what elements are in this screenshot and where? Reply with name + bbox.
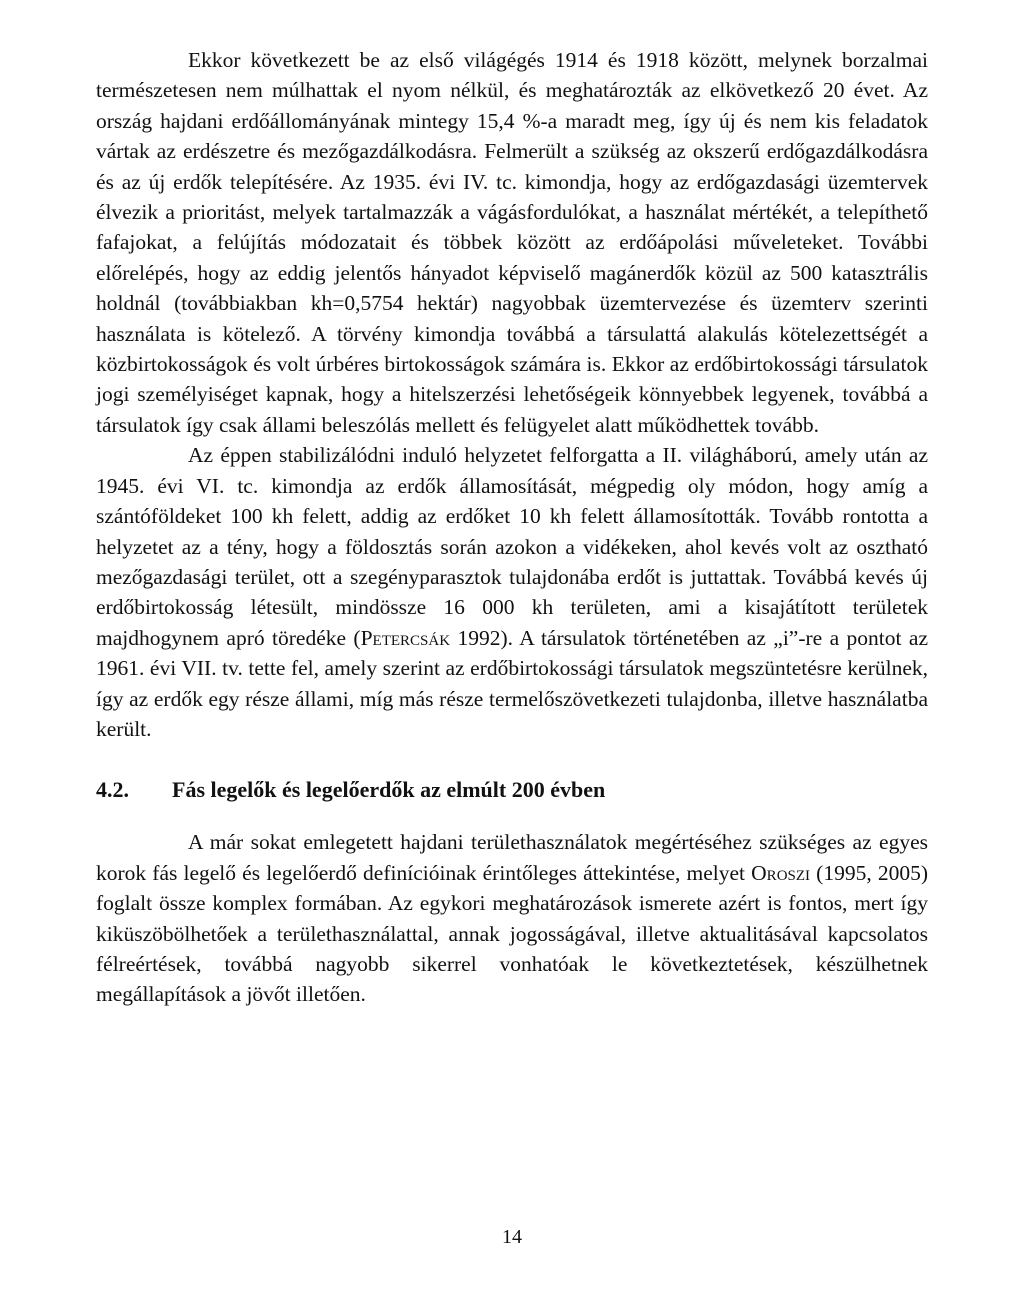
paragraph-text-after-citation: 1992). A társulatok történetében az „i”-re a pontot az 1961. évi VII. tv. tette fel, amely szerint az erdőbirtokossági társulatok megszüntetésre kerülnek, így az erdők egy része állami, míg más része termelőszövetkezeti tulajdonba, illetve használatba került. xyxy=(96,625,928,741)
paragraph-wood-pasture-definitions xyxy=(96,827,928,1009)
citation-author-oroszi: Oroszi xyxy=(751,860,811,885)
paragraph-wwi-forestry: Ekkor következett be az első világégés 1914 és 1918 között, melynek borzalmai természetesen nem múlhattak el nyom nélkül, és meghatározták az elkövetkező 20 évet. Az ország hajdani erdőállományának mintegy 15,4 %-a maradt meg, így új és nem kis feladatok vártak az erdészetre és mezőgazdálkodásra. Felmerült a szükség az okszerű erdőgazdálkodásra és az új erdők telepítésére. Az 1935. évi IV. tc. kimondja, hogy az erdőgazdasági üzemtervek élvezik a prioritást, melyek tartalmazzák a vágásfordulókat, a használat mértékét, a telepíthető fafajokat, a felújítás módozatait és többek között az erdőápolási műveleteket. További előrelépés, hogy az eddig jelentős hányadot képviselő magánerdők közül az 500 katasztrális holdnál (továbbiakban kh=0,5754 hektár) nagyobbak üzemtervezése és üzemterv szerinti használata is kötelező. A törvény kimondja továbbá a társulattá alakulás kötelezettségét a közbirtokosságok és volt úrbéres birtokosságok számára is. Ekkor az erdőbirtokossági társulatok jogi személyiséget kapnak, hogy a hitelszerzési lehetőségeik könnyebbek legyenek, továbbá a társulatok így csak állami beleszólás mellett és felügyelet alatt működhettek tovább. xyxy=(96,48,928,437)
paragraph-text-after-citation: (1995, 2005) foglalt össze komplex formában. Az egykori meghatározások ismerete azért is fontos, mert így kiküszöbölhetőek a területhasználattal, annak jogosságával, illetve aktualitásával kapcsolatos félreértések, továbbá nagyobb sikerrel vonhatóak le következtetések, készülhetnek megállapítások a jövőt illetően. xyxy=(96,860,928,1007)
section-heading xyxy=(96,775,928,805)
document-page xyxy=(96,45,928,1010)
paragraph-text-before-citation: A már sokat emlegetett hajdani területhasználatok megértéséhez szükséges az egyes korok fás legelő és legelőerdő definícióinak érintőleges áttekintése, melyet xyxy=(96,830,928,885)
section-number: 4.2. xyxy=(96,777,129,803)
section-title: Fás legelők és legelőerdők az elmúlt 200 évben xyxy=(172,777,606,803)
paragraph-text-before-citation: Az éppen stabilizálódni induló helyzetet felforgatta a II. világháború, amely után az 1945. évi VI. tc. kimondja az erdők államosítását, mégpedig oly módon, hogy amíg a szántóföldeket 100 kh felett, addig az erdőket 10 kh felett államosították. Tovább rontotta a helyzetet az a tény, hogy a földosztás során azokon a vidékeken, ahol kevés volt az osztható mezőgazdasági terület, ott a szegényparasztok tulajdonába erdőt is juttattak. Továbbá kevés új erdőbirtokosság létesült, mindössze 16 000 kh területen, ami a kisajátított területek majdhogynem apró töredéke ( xyxy=(96,443,928,650)
paragraph-wwii-nationalization xyxy=(96,440,928,744)
citation-author-petercsak: Petercsák xyxy=(360,625,451,650)
page-number: 14 xyxy=(502,1226,522,1248)
